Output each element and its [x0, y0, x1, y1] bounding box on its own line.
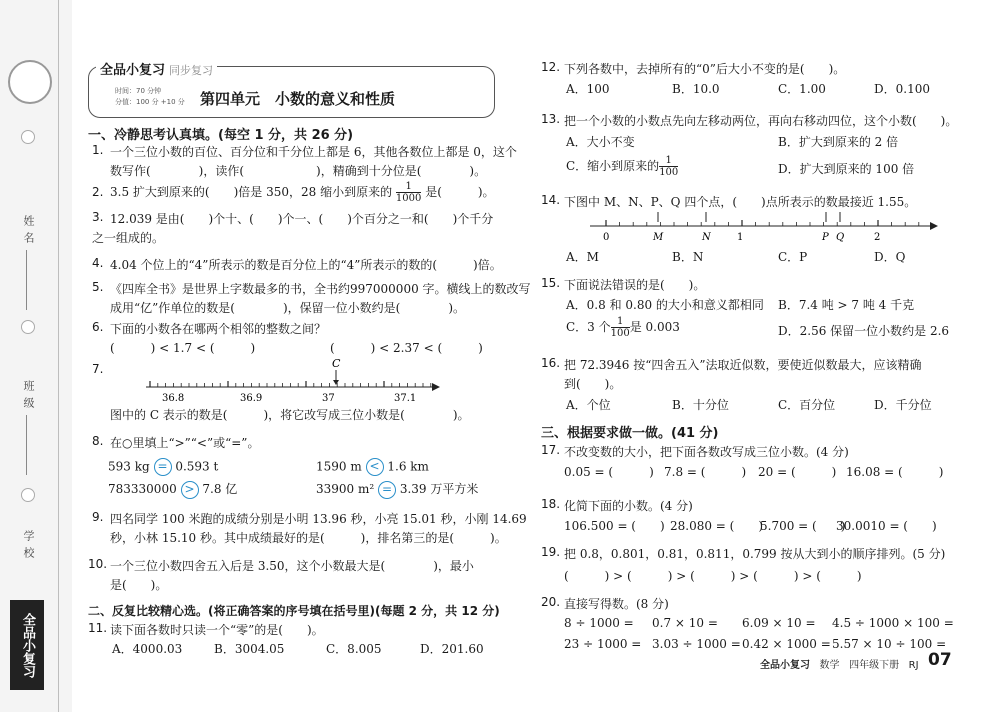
question-text: 是( )。	[110, 578, 168, 592]
tick-label: 37.1	[394, 393, 417, 404]
question-text: 到( )。	[564, 377, 622, 391]
question-text: 下列各数中，去掉所有的“0”后大小不变的是( )。	[564, 62, 846, 76]
option-text: 是 0.003	[629, 320, 680, 334]
unit-title: 第四单元 小数的意义和性质	[200, 90, 396, 108]
binding-sidebar	[0, 0, 72, 712]
question-text: 下图中 M、N、P、Q 四个点，( )点所表示的数最接近 1.55。	[564, 195, 917, 209]
question-number: 10.	[88, 557, 108, 571]
question-text: 图中的 C 表示的数是( )，将它改写成三位小数是( )。	[110, 408, 470, 422]
option: D．0.100	[874, 82, 930, 96]
option: A．大小不变	[566, 135, 635, 149]
question-number: 6.	[92, 320, 104, 334]
option: B．扩大到原来的 2 倍	[778, 135, 899, 149]
question-text: 化简下面的小数。(4 分)	[564, 499, 693, 513]
page-footer	[760, 656, 919, 671]
fraction-denominator: 100	[610, 328, 630, 339]
option: C．百分位	[778, 398, 836, 412]
option	[566, 316, 680, 339]
compare-left: 1590 m	[316, 459, 362, 474]
compare-right: 3.39 万平方米	[399, 482, 479, 496]
question-number: 4.	[92, 256, 104, 270]
calc-item: 0.42 × 1000 =	[742, 637, 831, 651]
question-text-part: 是( )。	[425, 185, 495, 199]
question-text: 之一组成的。	[92, 231, 165, 245]
compare-left: 33900 m²	[316, 482, 378, 496]
calc-item: 8 ÷ 1000 =	[564, 616, 634, 630]
question-number: 11.	[88, 621, 108, 635]
question-number: 14.	[541, 193, 561, 207]
compare-left: 593 kg	[108, 459, 150, 474]
name-label: 姓名	[22, 215, 35, 249]
answer-item: 16.08 = ( )	[846, 465, 944, 479]
question-text: 四名同学 100 米跑的成绩分别是小明 13.96 秒，小亮 15.01 秒，小刚 14.69	[110, 512, 527, 526]
tick-label: 0	[603, 232, 610, 243]
option: D．2.56 保留一位小数约是 2.6	[778, 324, 950, 338]
binding-hole	[21, 130, 35, 144]
brand-logo	[96, 59, 217, 78]
question-number: 16.	[541, 356, 561, 370]
binding-hole	[21, 488, 35, 502]
number-line	[590, 210, 945, 245]
fraction-denominator: 1000	[395, 193, 422, 204]
question-text: 把一个小数的小数点先向左移动两位，再向右移动四位，这个小数( )。	[564, 114, 958, 128]
school-label: 学校	[22, 530, 35, 564]
option: A．M	[566, 250, 599, 264]
answer-item: 5.700 = ( )	[760, 519, 846, 533]
option: A．4000.03	[112, 642, 183, 656]
option: A．0.8 和 0.80 的大小和意义都相同	[566, 298, 764, 312]
compare-right: 7.8 亿	[202, 482, 238, 496]
number-line	[140, 357, 450, 405]
question-text: 直接写得数。(8 分)	[564, 597, 669, 611]
tick-label: 2	[874, 232, 881, 243]
brand-vertical-logo: 全品小复习	[10, 600, 44, 690]
calc-item: 0.7 × 10 =	[652, 616, 718, 630]
option: D．201.60	[420, 642, 484, 656]
question-text: 把 72.3946 按“四舍五入”法取近似数，要使近似数最大，应该精确	[564, 358, 922, 372]
question-text: 一个三位小数四舍五入后是 3.50，这个小数最大是( )，最小	[110, 559, 474, 573]
point-label: P	[822, 232, 829, 243]
option: B．10.0	[672, 82, 720, 96]
answer-circle: >	[181, 481, 199, 499]
answer-item: 0.05 = ( )	[564, 465, 654, 479]
compare-left: 783330000	[108, 482, 177, 496]
answer-circle: <	[366, 458, 384, 476]
question-text: 读下面各数时只读一个“零”的是( )。	[110, 623, 324, 637]
fraction-numerator: 1	[659, 155, 678, 167]
answer-circle: =	[154, 458, 172, 476]
tick-marks	[606, 220, 919, 226]
question-number: 2.	[92, 185, 104, 199]
brand-subtitle: 同步复习	[169, 64, 214, 77]
option: C．8.005	[326, 642, 382, 656]
answer-item: 20 = ( )	[758, 465, 837, 479]
question-number: 5.	[92, 280, 104, 294]
question-number: 3.	[92, 210, 104, 224]
calc-item: 6.09 × 10 =	[742, 616, 816, 630]
question-text: 下面的小数各在哪两个相邻的整数之间？	[110, 322, 327, 336]
compare-right: 0.593 t	[175, 459, 219, 474]
question-text: 数写作( )，读作( )，精确到十分位是( )。	[110, 164, 487, 178]
question-number: 7.	[92, 362, 104, 376]
answer-item: 106.500 = ( )	[564, 519, 665, 533]
question-text: 成用“亿”作单位的数是( )，保留一位小数约是( )。	[110, 301, 465, 315]
question-number: 12.	[541, 60, 561, 74]
tick-label: 36.9	[240, 393, 263, 404]
fraction	[611, 316, 630, 339]
name-line	[26, 250, 27, 310]
point-label: M	[653, 232, 664, 243]
question-number: 8.	[92, 434, 104, 448]
question-text: ( ) < 2.37 < ( )	[330, 341, 483, 355]
option-text: C．缩小到原来的	[566, 159, 660, 173]
calc-item: 5.57 × 10 ÷ 100 =	[832, 637, 947, 651]
footer-brand: 全品小复习	[760, 660, 810, 671]
calc-item: 4.5 ÷ 1000 × 100 =	[832, 616, 954, 630]
page-number: 07	[928, 650, 952, 670]
tick-marks	[150, 381, 431, 387]
option: A．100	[566, 82, 610, 96]
question-text: 在○里填上“>”“<”或“=”。	[110, 436, 260, 450]
footer-edition: RJ	[908, 660, 919, 671]
time-info: 时间：70 分钟	[115, 87, 162, 95]
compare-right: 1.6 km	[387, 459, 429, 474]
footer-subject: 数学	[819, 660, 840, 671]
question-number: 15.	[541, 276, 561, 290]
fraction-numerator: 1	[611, 316, 630, 328]
point-label: N	[702, 232, 711, 243]
compare-item	[316, 480, 478, 499]
brand-text: 全品小复习	[100, 63, 166, 78]
point-arrow-head	[333, 380, 339, 385]
question-number: 20.	[541, 595, 561, 609]
option: D．千分位	[874, 398, 932, 412]
question-number: 17.	[541, 443, 561, 457]
question-text: 一个三位小数的百位、百分位和千分位上都是 6，其他各数位上都是 0，这个	[110, 145, 517, 159]
sidebar-rule	[58, 0, 59, 712]
question-text: ( ) < 1.7 < ( )	[110, 341, 256, 355]
answer-item: ( ) > ( ) > ( ) > ( ) > ( )	[564, 569, 862, 583]
question-number: 18.	[541, 497, 561, 511]
calc-item: 3.03 ÷ 1000 =	[652, 637, 741, 651]
question-number: 13.	[541, 112, 561, 126]
tick-label: 1	[737, 232, 744, 243]
option: B．7.4 吨 > 7 吨 4 千克	[778, 298, 915, 312]
axis-arrow	[432, 383, 440, 391]
question-text: 12.039 是由( )个十、( )个一、( )个百分之一和( )个千分	[110, 212, 494, 226]
score-info: 分值：100 分 +10 分	[115, 98, 185, 106]
question-text: 秒，小林 15.10 秒。其中成绩最好的是( )，排名第三的是( )。	[110, 531, 507, 545]
answer-item: 7.8 = ( )	[664, 465, 747, 479]
point-label: C	[332, 357, 341, 370]
answer-item: 30.0010 = ( )	[836, 519, 937, 533]
footer-grade: 四年级下册	[849, 660, 900, 671]
option: B．十分位	[672, 398, 729, 412]
compare-item	[316, 458, 429, 476]
option: B．N	[672, 250, 704, 264]
option: D．Q	[874, 250, 906, 264]
answer-item: 28.080 = ( )	[670, 519, 764, 533]
fraction-denominator: 100	[659, 167, 679, 178]
option	[566, 155, 678, 178]
question-text: 不改变数的大小，把下面各数改写成三位小数。(4 分)	[564, 445, 849, 459]
question-text: 下面说法错误的是( )。	[564, 278, 706, 292]
option: B．3004.05	[214, 642, 285, 656]
brand-seal-icon	[8, 60, 52, 104]
tick-label: 37	[322, 393, 335, 404]
class-label: 班级	[22, 380, 35, 414]
question-number: 9.	[92, 510, 104, 524]
fraction	[659, 155, 678, 178]
binding-hole	[21, 320, 35, 334]
axis-arrow	[930, 222, 938, 230]
section-title: 一、冷静思考认真填。(每空 1 分，共 26 分)	[88, 128, 354, 143]
option: C．P	[778, 250, 808, 264]
class-line	[26, 415, 27, 475]
compare-item	[108, 458, 218, 476]
question-text: 4.04 个位上的“4”所表示的数是百分位上的“4”所表示的数的( )倍。	[110, 258, 502, 272]
option: A．个位	[566, 398, 611, 412]
section-title: 三、根据要求做一做。(41 分)	[541, 426, 719, 441]
option-text: C．3 个	[566, 320, 611, 334]
question-text-part: 3.5 扩大到原来的( )倍是 350，28 缩小到原来的	[110, 185, 393, 199]
option: D．扩大到原来的 100 倍	[778, 162, 915, 176]
fraction-numerator: 1	[396, 181, 421, 193]
question-number: 19.	[541, 545, 561, 559]
compare-item	[108, 480, 237, 499]
point-label: Q	[836, 232, 845, 243]
answer-circle: =	[378, 481, 396, 499]
calc-item: 23 ÷ 1000 =	[564, 637, 642, 651]
fraction	[396, 181, 421, 204]
question-text: 《四库全书》是世界上字数最多的书，全书约997000000 字。横线上的数改写	[110, 282, 531, 296]
section-title: 二、反复比较精心选。(将正确答案的序号填在括号里)(每题 2 分，共 12 分)	[88, 604, 500, 618]
question-number: 1.	[92, 143, 104, 157]
tick-label: 36.8	[162, 393, 185, 404]
question-text	[110, 181, 495, 204]
option: C．1.00	[778, 82, 826, 96]
question-text: 把 0.8，0.801，0.81，0.811，0.799 按从大到小的顺序排列。(5 分)	[564, 547, 946, 561]
